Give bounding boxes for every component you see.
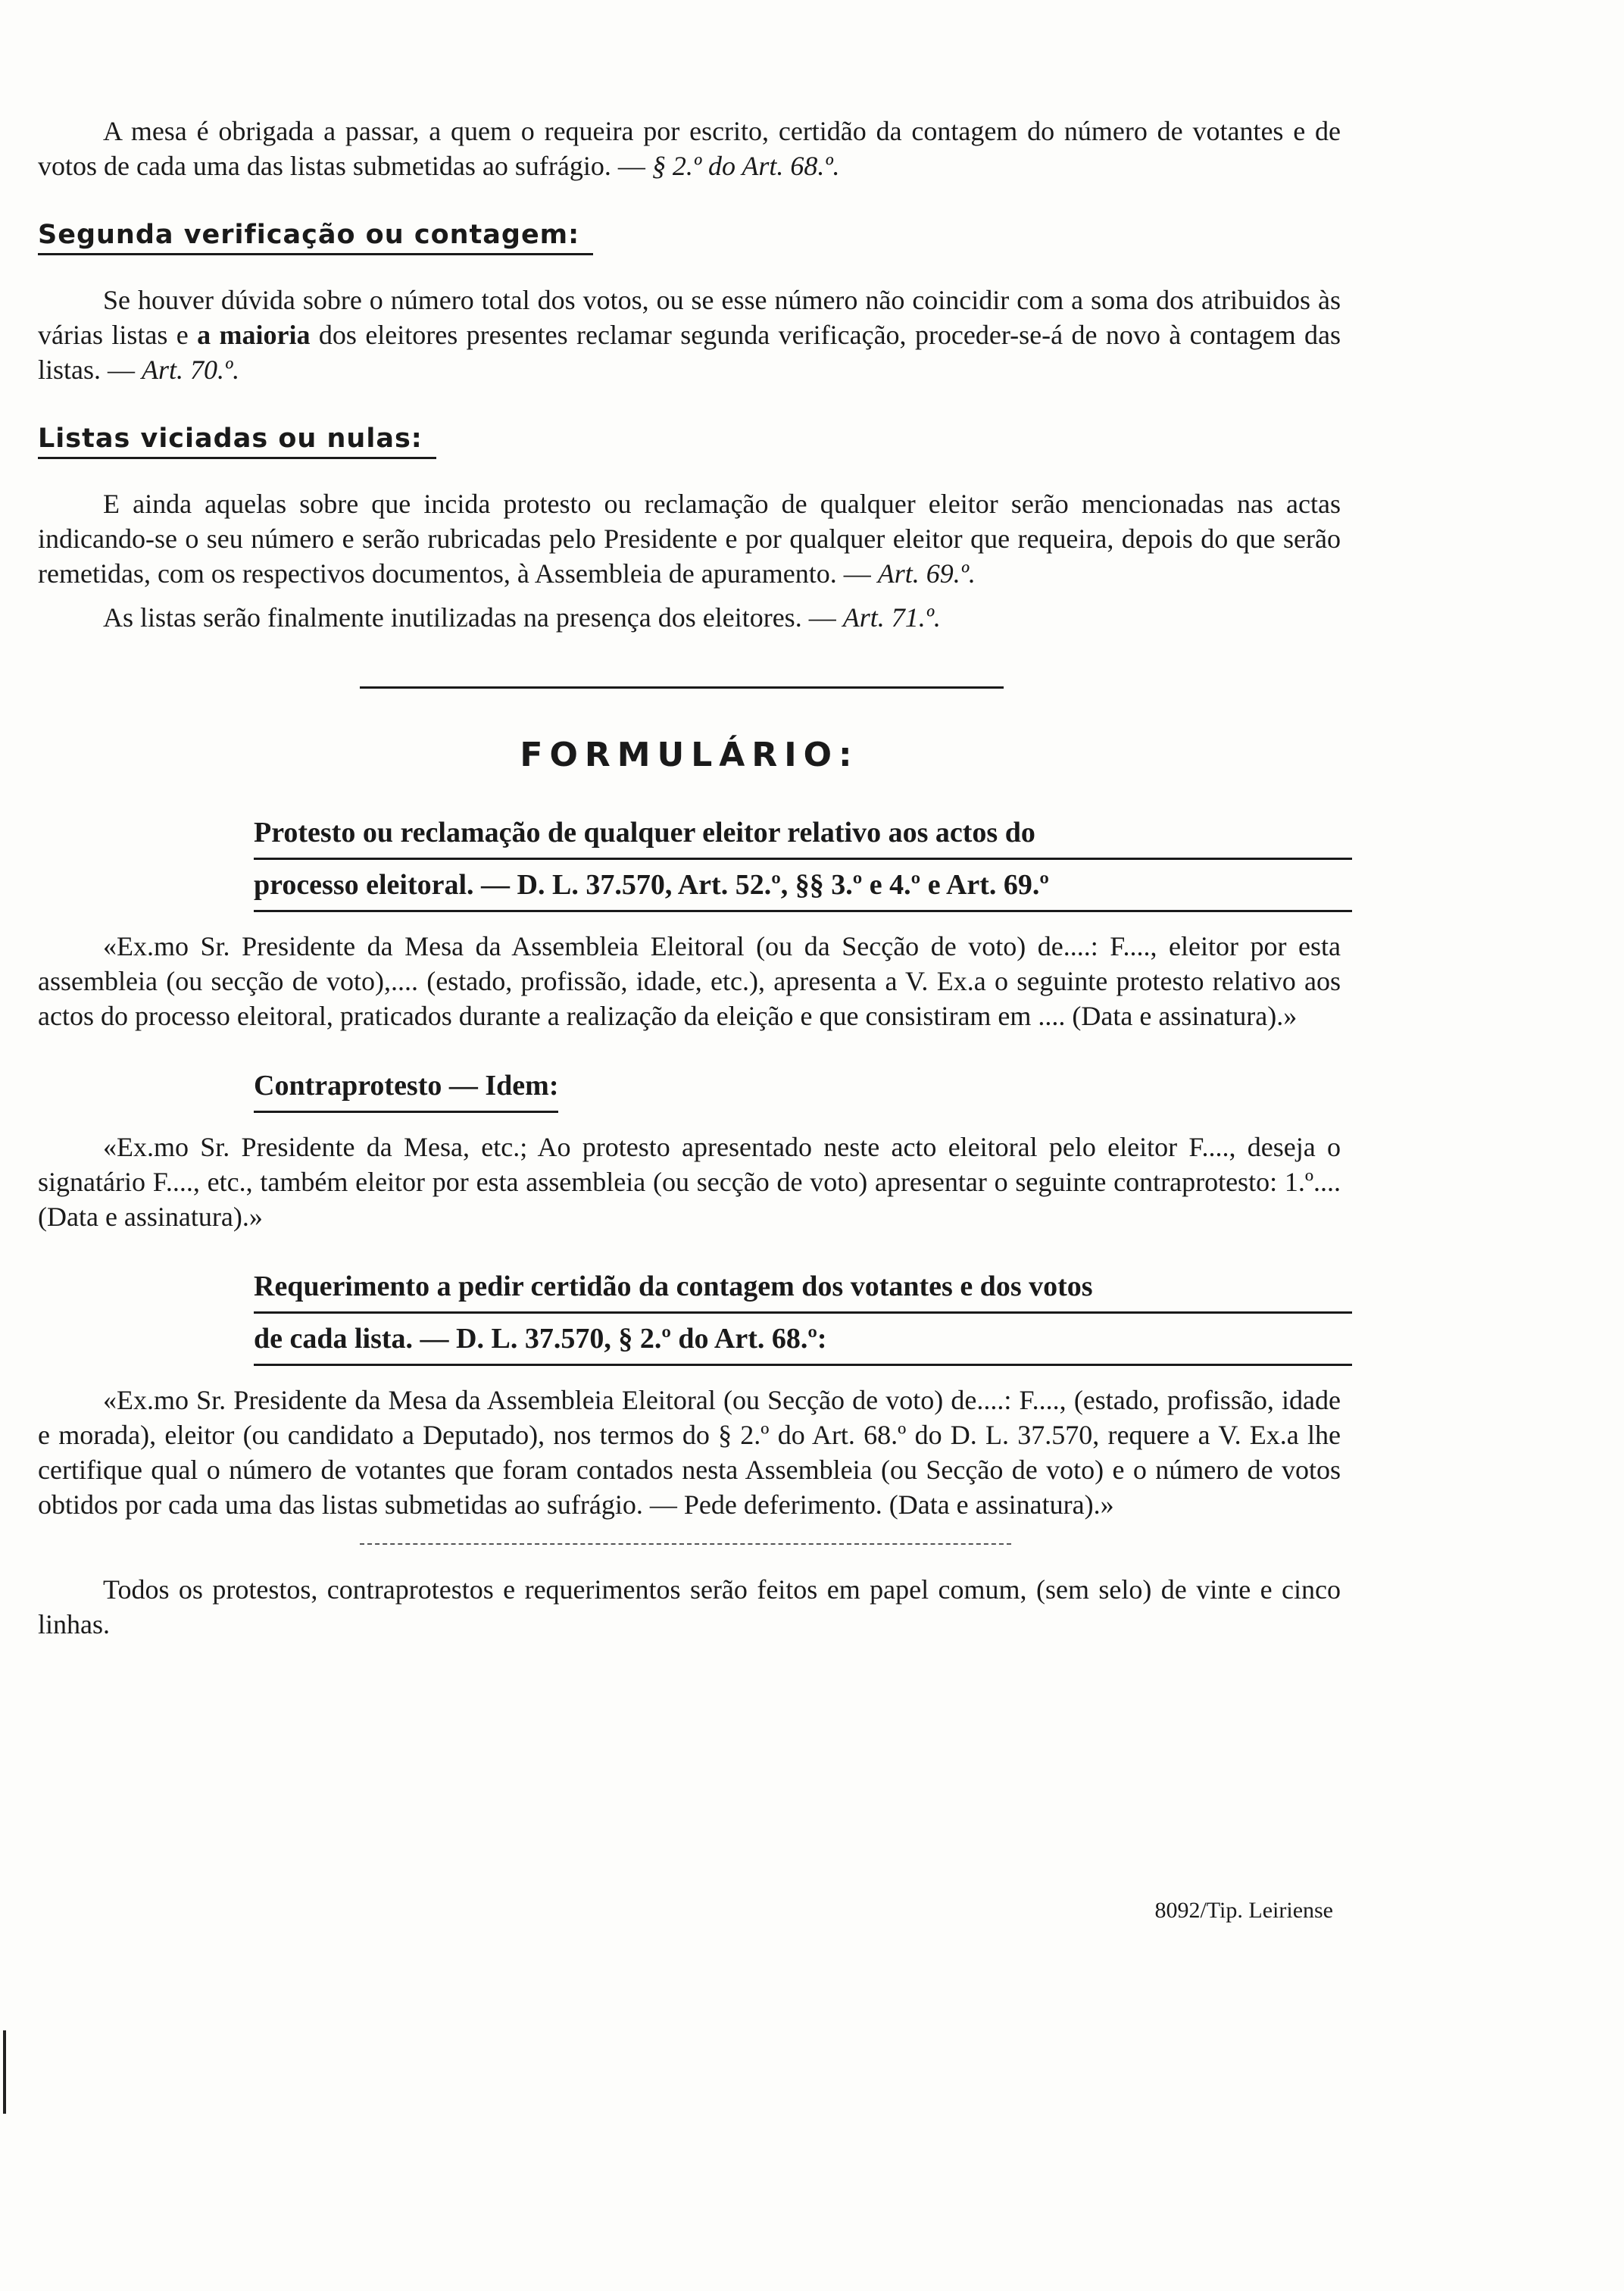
form3-heading [254,1261,1352,1366]
printer-imprint: 8092/Tip. Leiriense [1154,1898,1333,1923]
listas-inutilizadas-text: As listas serão finalmente inutilizadas na presença dos eleitores. — [103,602,843,633]
form3-heading-line1: Requerimento a pedir certidão da contagem dos votantes e dos votos [254,1261,1352,1314]
document-page [38,114,1341,1642]
form2-body: «Ex.mo Sr. Presidente da Mesa, etc.; Ao protesto apresentado neste acto eleitoral pelo eleitor F...., deseja o signatário F...., etc., também eleitor por esta assembleia (ou secção de voto) apresentar o seguinte contraprotesto: 1.º.... (Data e assinatura).» [38,1132,1341,1232]
intro-text: A mesa é obrigada a passar, a quem o requeira por escrito, certidão da contagem do número de votantes e de votos de cada uma das listas submetidas ao sufrágio. — [38,116,1341,181]
section-divider-rule [360,686,1004,689]
scan-edge-mark [3,2030,6,2114]
section-heading-listas-viciadas: Listas viciadas ou nulas: [38,424,436,459]
formulario-title: FORMULÁRIO: [520,736,859,774]
form2-heading-line: Contraprotesto — Idem: [254,1061,558,1113]
segunda-verificacao-text-a: Se houver dúvida sobre o número total dos votos, ou se esse número não coincidir com a soma dos atribuidos às várias listas e [38,285,1341,350]
segunda-verificacao-text-b: dos eleitores presentes reclamar segunda verificação, proceder-se-á de novo à contagem das listas. — [38,320,1341,385]
closing-paragraph: Todos os protestos, contraprotestos e requerimentos serão feitos em papel comum, (sem selo) de vinte e cinco linhas. [38,1574,1341,1639]
form1-body: «Ex.mo Sr. Presidente da Mesa da Assembleia Eleitoral (ou da Secção de voto) de....: F...., eleitor por esta assembleia (ou secção de voto),.... (estado, profissão, idade, etc.), apresenta a V. Ex.a o seguinte protesto relativo aos actos do processo eleitoral, praticados durante a realização da eleição e que consistiram em .... (Data e assinatura).» [38,931,1341,1031]
form3-heading-line2: de cada lista. — D. L. 37.570, § 2.º do Art. 68.º: [254,1314,1352,1366]
form1-heading-line1: Protesto ou reclamação de qualquer eleitor relativo aos actos do [254,808,1352,860]
intro-paragraph [38,114,1341,183]
segunda-verificacao-bold: a maioria [197,320,311,350]
form1-heading [254,808,1352,912]
section-heading-segunda-verificacao: Segunda verificação ou contagem: [38,220,593,255]
listas-viciadas-paragraph [38,486,1341,591]
segunda-verificacao-reference: Art. 70.º. [142,355,240,385]
listas-viciadas-reference: Art. 69.º. [877,558,976,589]
listas-inutilizadas-reference: Art. 71.º. [842,602,941,633]
form1-heading-line2: processo eleitoral. — D. L. 37.570, Art. 52.º, §§ 3.º e 4.º e Art. 69.º [254,860,1352,912]
listas-viciadas-text: E ainda aquelas sobre que incida protesto ou reclamação de qualquer eleitor serão mencionadas nas actas indicando-se o seu número e serão rubricadas pelo Presidente e por qualquer eleitor que requeira, depois do que serão remetidas, com os respectivos documentos, à Assembleia de apuramento. — [38,489,1341,589]
segunda-verificacao-paragraph [38,283,1341,387]
form2-heading [254,1061,558,1113]
listas-inutilizadas-paragraph [38,600,1341,635]
form3-body: «Ex.mo Sr. Presidente da Mesa da Assembleia Eleitoral (ou Secção de voto) de....: F...., (estado, profissão, idade e morada), eleitor (ou candidato a Deputado), nos termos do § 2.º do Art. 68.º do D. L. 37.570, requere a V. Ex.a lhe certifique qual o número de votantes que foram contados nesta Assembleia (ou Secção de voto) e o número de votos obtidos por cada uma das listas submetidas ao sufrágio. — Pede deferimento. (Data e assinatura).» [38,1385,1341,1520]
intro-reference: § 2.º do Art. 68.º. [651,151,840,181]
